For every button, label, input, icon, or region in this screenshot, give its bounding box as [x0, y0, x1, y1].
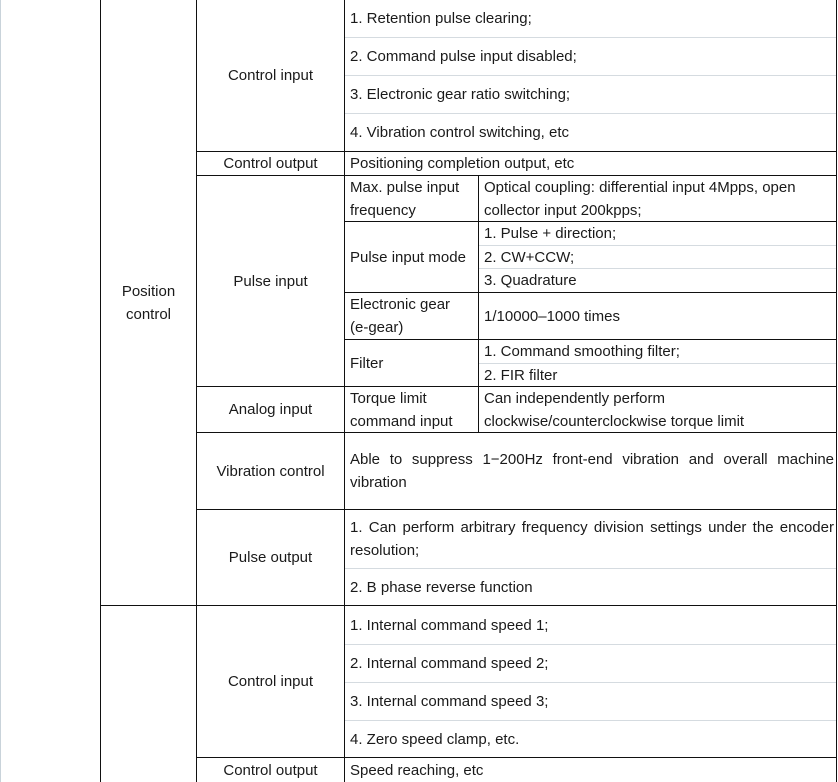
vibration-control-label: Vibration control: [216, 462, 325, 480]
position-control-input-item: 2. Command pulse input disabled;: [350, 48, 577, 65]
pulse-input-mode-label: Pulse input mode: [350, 248, 466, 266]
speed-control-output-value: Speed reaching, etc: [350, 761, 484, 779]
filter-item: 2. FIR filter: [484, 366, 558, 384]
position-control-input-label: Control input: [227, 67, 314, 84]
pulse-input-label: Pulse input: [233, 272, 308, 290]
speed-control-input-label: Control input: [227, 673, 314, 690]
analog-input-label: Analog input: [228, 401, 313, 418]
pulse-input-mode-item: 3. Quadrature: [484, 272, 577, 289]
position-control-input-item: 4. Vibration control switching, etc: [350, 124, 570, 141]
speed-control-output-label: Control output: [223, 761, 318, 779]
pulse-input-mode-item: 1. Pulse + direction;: [484, 225, 617, 242]
max-pulse-frequency-label: Max. pulse input frequency: [350, 178, 460, 219]
filter-label: Filter: [350, 354, 384, 372]
speed-control-input-item: 4. Zero speed clamp, etc.: [350, 730, 520, 748]
vibration-control-value: Able to suppress 1−200Hz front-end vibration and overall machine vibration: [350, 451, 834, 491]
electronic-gear-label: Electronic gear (e-gear): [350, 296, 451, 336]
max-pulse-frequency-value: Optical coupling: differential input 4Mpps, open collector input 200kpps;: [484, 178, 796, 219]
torque-limit-label: Torque limit command input: [350, 389, 453, 430]
speed-control-input-item: 1. Internal command speed 1;: [350, 616, 549, 634]
pulse-output-item: 1. Can perform arbitrary frequency division settings under the encoder resolution;: [350, 519, 834, 559]
pulse-output-item: 2. B phase reverse function: [350, 578, 533, 596]
pulse-output-label: Pulse output: [228, 549, 313, 566]
position-control-input-item: 3. Electronic gear ratio switching;: [350, 86, 571, 103]
position-control-output-value: Positioning completion output, etc: [350, 155, 575, 172]
category-position-control: Position control: [121, 282, 176, 323]
torque-limit-value: Can independently perform clockwise/counterclockwise torque limit: [484, 389, 745, 430]
position-control-output-label: Control output: [223, 155, 318, 172]
speed-control-input-item: 3. Internal command speed 3;: [350, 693, 549, 710]
filter-item: 1. Command smoothing filter;: [484, 343, 680, 360]
position-control-input-item: 1. Retention pulse clearing;: [350, 10, 532, 27]
pulse-input-mode-item: 2. CW+CCW;: [484, 248, 575, 266]
electronic-gear-value: 1/10000–1000 times: [484, 307, 620, 325]
speed-control-input-item: 2. Internal command speed 2;: [350, 655, 549, 672]
